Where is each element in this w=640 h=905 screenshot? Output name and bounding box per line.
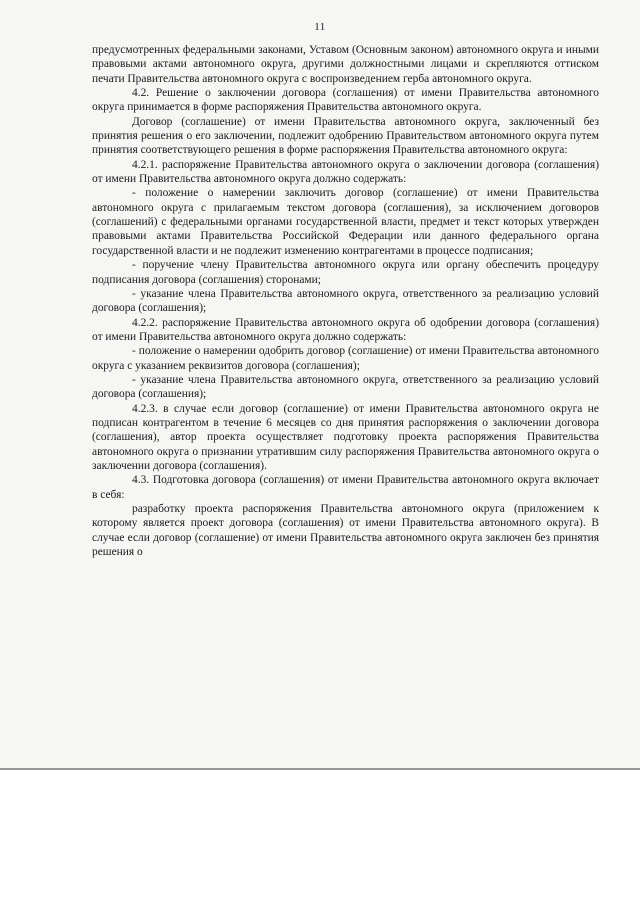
paragraph: 4.2.2. распоряжение Правительства автономного округа об одобрении договора (соглашения) от имени Правительства автономного округа должно содержать: xyxy=(92,316,599,343)
paragraph: разработку проекта распоряжения Правительства автономного округа (приложением к которому является проект договора (соглашения) от имени Правительства автономного округа). В случае если договор (соглашение) от имени Правительства автономного округа заключен без принятия решения о xyxy=(92,503,599,559)
paragraph: Договор (соглашение) от имени Правительства автономного округа, заключенный без принятия решения о его заключении, подлежит одобрению Правительством автономного округа путем принятия соответствующего решения в форме распоряжения Правительства автономного округа: xyxy=(92,115,599,157)
paragraph: 4.2. Решение о заключении договора (соглашения) от имени Правительства автономного округа принимается в форме распоряжения Правительства автономного округа. xyxy=(92,87,599,114)
paragraph: - указание члена Правительства автономного округа, ответственного за реализацию условий договора (соглашения); xyxy=(92,373,599,401)
paragraph: предусмотренных федеральными законами, Уставом (Основным законом) автономного округа и иными правовыми актами автономного округа, другими должностными лицами и скрепляются оттиском печати Правительства автономного округа с воспроизведением герба автономного округа. xyxy=(92,44,599,85)
paragraph: - поручение члену Правительства автономного округа или органу обеспечить процедуру подписания договора (соглашения) сторонами; xyxy=(92,259,599,286)
paragraph: - положение о намерении заключить договор (соглашение) от имени Правительства автономного округа с прилагаемым текстом договора (соглашения), за исключением договоров (соглашений) с федеральными органами государственной власти, предмет и текст которых утвержден правовыми актами Правительства Российской Федерации или данного федерального органа государственной власти и не подлежит изменению контрагентами в процессе подписания; xyxy=(92,187,599,257)
paragraph: - положение о намерении одобрить договор (соглашение) от имени Правительства автономного округа с указанием реквизитов договора (соглашения); xyxy=(92,345,599,372)
paragraph: 4.3. Подготовка договора (соглашения) от имени Правительства автономного округа включает в себя: xyxy=(92,474,599,501)
paragraph: 4.2.1. распоряжение Правительства автономного округа о заключении договора (соглашения) от имени Правительства автономного округа должно содержать: xyxy=(92,158,599,186)
page-number: 11 xyxy=(314,21,326,33)
paragraph: 4.2.3. в случае если договор (соглашение) от имени Правительства автономного округа не подписан контрагентом в течение 6 месяцев со дня принятия распоряжения о заключении договора (соглашения), автор проекта осуществляет подготовку проекта распоряжения Правительства автономного округа о признании утратившим силу распоряжения Правительства автономного округа о заключении договора (соглашения). xyxy=(92,402,599,472)
paragraph: - указание члена Правительства автономного округа, ответственного за реализацию условий договора (соглашения); xyxy=(92,287,599,315)
blank-margin xyxy=(0,770,640,905)
document-body xyxy=(92,43,599,559)
